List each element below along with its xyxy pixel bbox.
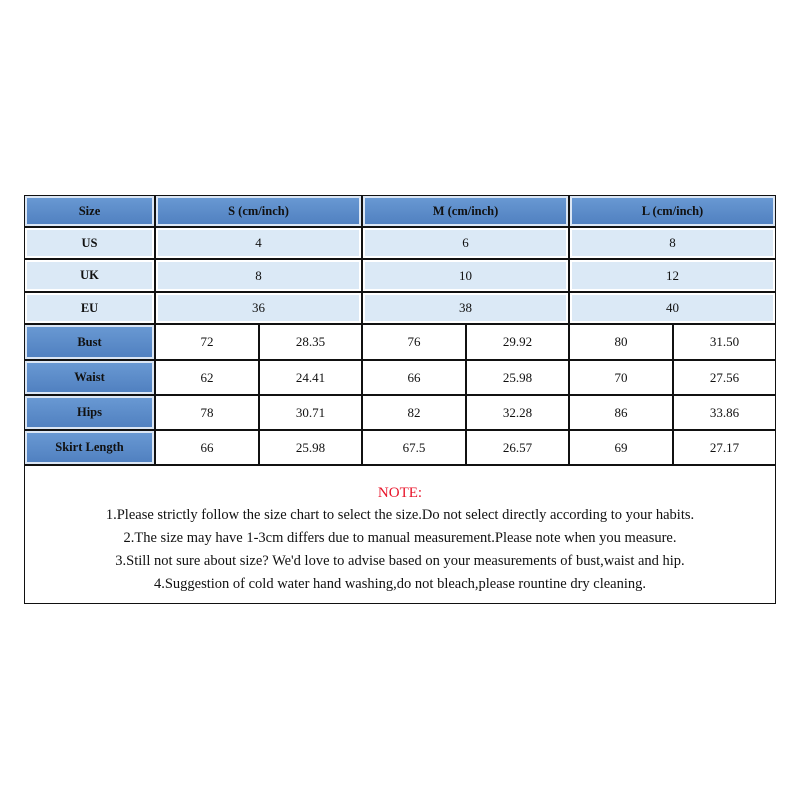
region-value: 8 [155,259,362,292]
note-title: NOTE: [377,485,423,501]
note-line-1: 1.Please strictly follow the size chart to select the size.Do not select directly according to your habits. [105,507,695,523]
size-s-header: S (cm/inch) [155,195,362,227]
measurement-inch: 27.17 [673,430,776,465]
note-line-4: 4.Suggestion of cold water hand washing,do not bleach,please rountine dry cleaning. [153,576,647,592]
region-value: 36 [155,292,362,324]
measurement-cm: 78 [155,395,259,430]
size-m-header: M (cm/inch) [362,195,569,227]
measurement-inch: 29.92 [466,324,569,360]
measurement-cm: 69 [569,430,673,465]
measurement-label: Hips [24,395,155,430]
region-value: 38 [362,292,569,324]
note-box [24,465,776,604]
measurement-cm: 67.5 [362,430,466,465]
measurement-label: Skirt Length [24,430,155,465]
measurement-inch: 30.71 [259,395,362,430]
measurement-label: Waist [24,360,155,395]
measurement-inch: 26.57 [466,430,569,465]
region-value: 10 [362,259,569,292]
region-row-us [24,227,776,259]
region-value: 40 [569,292,776,324]
measurement-cm: 82 [362,395,466,430]
region-value: 8 [569,227,776,259]
measurement-inch: 31.50 [673,324,776,360]
note-line-3: 3.Still not sure about size? We'd love to advise based on your measurements of bust,waist and hip. [115,553,685,569]
measurement-inch: 25.98 [466,360,569,395]
measurement-cm: 66 [155,430,259,465]
region-value: 4 [155,227,362,259]
measurement-inch: 28.35 [259,324,362,360]
measurement-inch: 33.86 [673,395,776,430]
measurement-label: Bust [24,324,155,360]
region-value: 6 [362,227,569,259]
measurement-cm: 76 [362,324,466,360]
region-value: 12 [569,259,776,292]
measurement-cm: 70 [569,360,673,395]
region-label: UK [24,259,155,292]
region-label: EU [24,292,155,324]
region-row-eu [24,292,776,324]
measurement-inch: 32.28 [466,395,569,430]
measurement-inch: 27.56 [673,360,776,395]
measurement-row-bust [24,324,776,360]
measurement-row-hips [24,395,776,430]
measurement-cm: 72 [155,324,259,360]
measurement-cm: 80 [569,324,673,360]
size-l-header: L (cm/inch) [569,195,776,227]
measurement-inch: 24.41 [259,360,362,395]
measurement-inch: 25.98 [259,430,362,465]
note-line-2: 2.The size may have 1-3cm differs due to manual measurement.Please note when you measure. [123,530,677,546]
measurement-cm: 62 [155,360,259,395]
measurement-cm: 86 [569,395,673,430]
region-row-uk [24,259,776,292]
measurement-cm: 66 [362,360,466,395]
size-header-cell: Size [24,195,155,227]
region-label: US [24,227,155,259]
header-row [24,195,776,227]
measurement-row-waist [24,360,776,395]
measurement-row-skirt-length [24,430,776,465]
